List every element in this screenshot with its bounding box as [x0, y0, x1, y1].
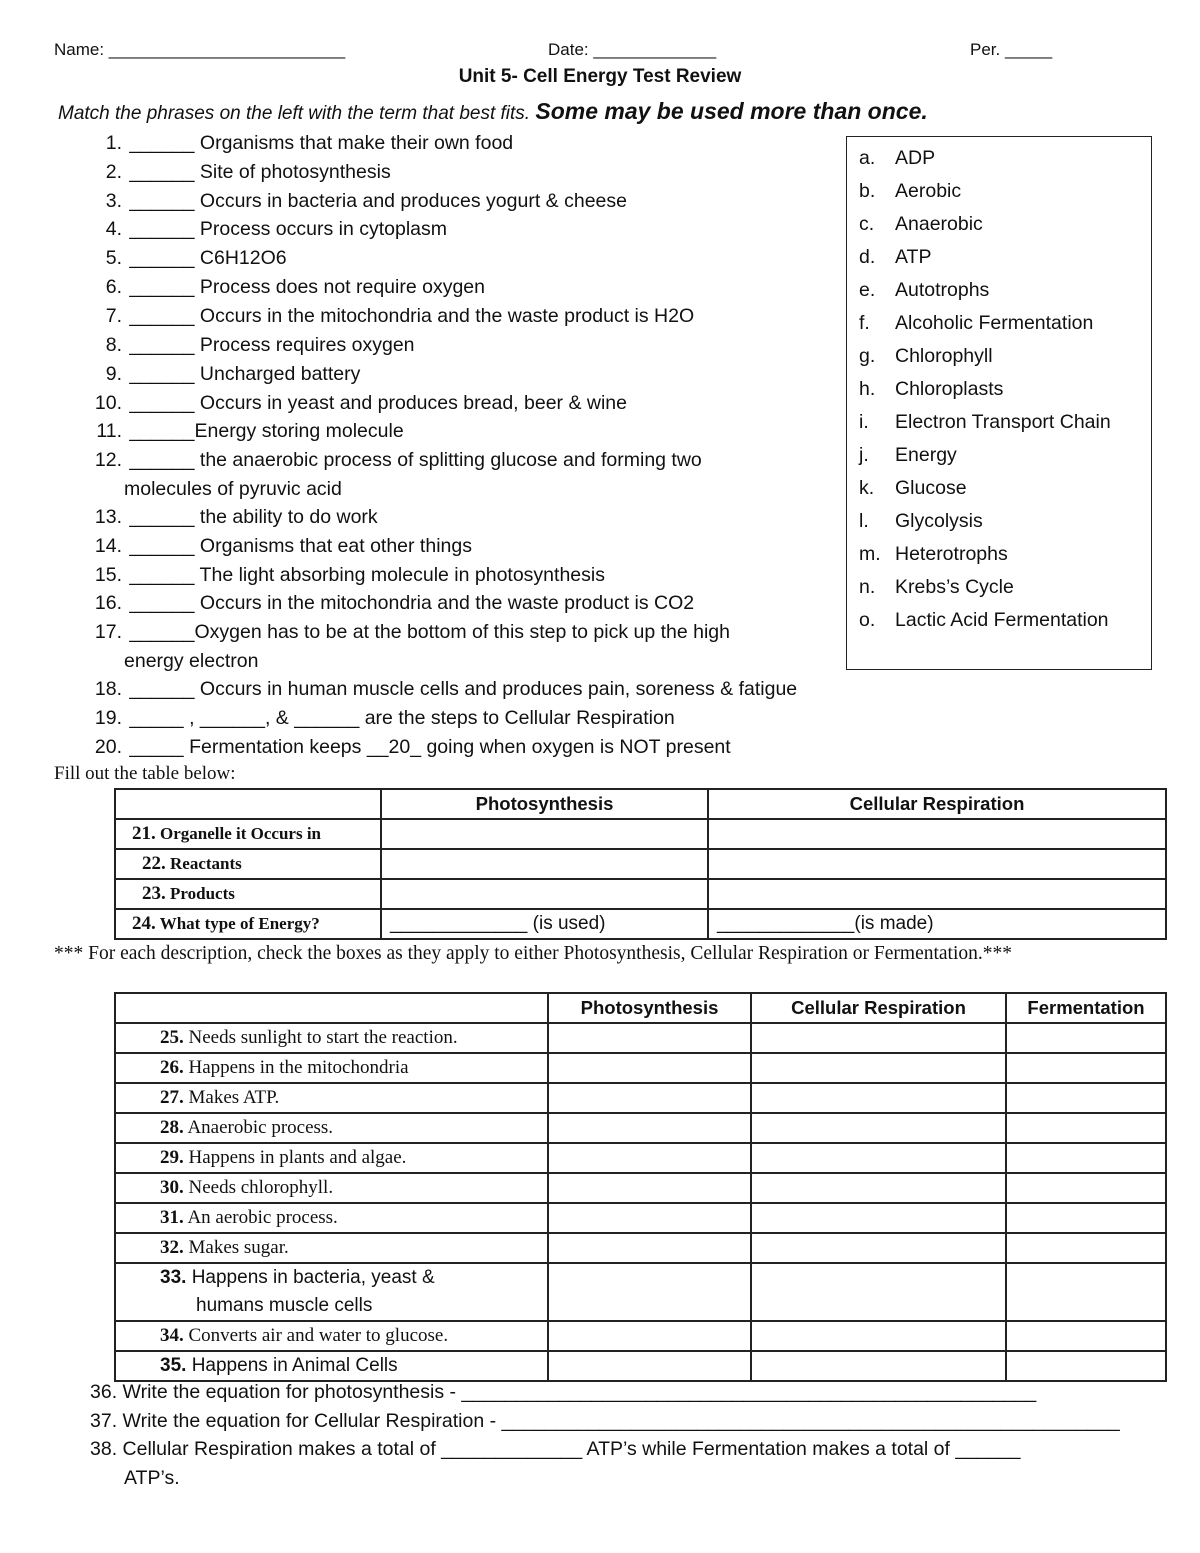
question-text: ______ Occurs in human muscle cells and produces pain, soreness & fatigue [129, 678, 798, 700]
term-bank [846, 136, 1152, 670]
term-item [859, 147, 935, 170]
term-letter: k. [859, 477, 875, 499]
term-letter: f. [859, 312, 870, 334]
question-number: 6. [105, 276, 122, 298]
question-text: ______Oxygen has to be at the bottom of this step to pick up the high [129, 621, 730, 643]
question-20[interactable] [78, 733, 731, 762]
checkbox-cell[interactable] [548, 1263, 751, 1321]
term-text: Chlorophyll [895, 345, 993, 367]
row-number: 29. [160, 1147, 184, 1168]
table-header-cell [115, 789, 381, 819]
question-text: _____ Fermentation keeps __20_ going when oxygen is NOT present [129, 736, 731, 758]
row-label [115, 1053, 548, 1083]
checkbox-cell[interactable] [751, 1143, 1006, 1173]
question-7[interactable] [78, 302, 694, 331]
row-text: Organelle it Occurs in [160, 824, 322, 843]
table-row [115, 879, 1166, 909]
term-letter: l. [859, 510, 869, 532]
term-letter: e. [859, 279, 876, 301]
table-row [115, 1233, 1166, 1263]
row-label [115, 1023, 548, 1053]
question-number: 18. [94, 678, 122, 700]
checkbox-cell[interactable] [1006, 1173, 1166, 1203]
table-row [115, 1113, 1166, 1143]
term-item [859, 180, 961, 203]
question-text: ______ Organisms that make their own food [129, 132, 514, 154]
question-text: ______ Organisms that eat other things [129, 535, 472, 557]
row-text: Converts air and water to glucose. [188, 1325, 449, 1346]
table-row [115, 1173, 1166, 1203]
question-number: 19. [94, 707, 122, 729]
table2-intro: *** For each description, check the boxes as they apply to either Photosynthesis, Cellular Respiration or Fermentation.*** [54, 943, 1013, 964]
checkbox-cell[interactable] [548, 1233, 751, 1263]
row-label [115, 819, 381, 849]
term-text: Energy [895, 444, 957, 466]
answer-cell[interactable] [708, 849, 1166, 879]
table-header-cell: Photosynthesis [548, 993, 751, 1023]
row-label [115, 1321, 548, 1351]
question-number: 16. [94, 592, 122, 614]
question-2[interactable] [78, 158, 391, 187]
instructions-text: Match the phrases on the left with the term that best fits. [58, 103, 531, 124]
question-number: 5. [105, 247, 122, 269]
question-1[interactable] [78, 129, 513, 158]
term-text: Alcoholic Fermentation [895, 312, 1094, 334]
checkbox-cell[interactable] [751, 1083, 1006, 1113]
question-number: 37. [90, 1410, 118, 1432]
term-item [859, 213, 983, 236]
row-label [115, 1263, 548, 1321]
checkbox-cell[interactable] [548, 1173, 751, 1203]
question-text: ______ Process requires oxygen [129, 334, 415, 356]
row-text: Products [170, 884, 235, 903]
instructions-emphasis: Some may be used more than once. [535, 98, 928, 124]
row-label [115, 909, 381, 939]
row-label [115, 1083, 548, 1113]
question-text: ______ Occurs in yeast and produces bread, beer & wine [129, 392, 627, 414]
question-number: 13. [94, 506, 122, 528]
checkbox-cell[interactable] [1006, 1023, 1166, 1053]
question-number: 1. [105, 132, 122, 154]
term-text: Electron Transport Chain [895, 411, 1111, 433]
table-row [115, 849, 1166, 879]
term-text: Anaerobic [895, 213, 983, 235]
answer-cell[interactable] [381, 849, 708, 879]
question-12-continued: molecules of pyruvic acid [124, 478, 342, 500]
question-text: Write the equation for Cellular Respiration - _________________________________________________________ [122, 1410, 1120, 1432]
question-text: ______ Occurs in bacteria and produces yogurt & cheese [129, 190, 627, 212]
term-letter: j. [859, 444, 869, 466]
question-18[interactable] [78, 675, 797, 704]
row-text-continued: humans muscle cells [196, 1295, 373, 1316]
name-field[interactable]: Name: _________________________ [54, 40, 346, 59]
row-label [115, 879, 381, 909]
term-text: ATP [895, 246, 932, 268]
question-text: ______ Occurs in the mitochondria and the waste product is CO2 [129, 592, 695, 614]
answer-cell[interactable]: _____________(is made) [708, 909, 1166, 939]
term-letter: a. [859, 147, 876, 169]
question-text: ______ the anaerobic process of splitting glucose and forming two [129, 449, 702, 471]
row-text: Makes sugar. [188, 1237, 289, 1258]
term-text: Chloroplasts [895, 378, 1004, 400]
question-number: 11. [96, 420, 122, 442]
table-header-row [115, 993, 1166, 1023]
checkbox-cell[interactable] [751, 1203, 1006, 1233]
table-row [115, 1053, 1166, 1083]
answer-cell[interactable] [381, 819, 708, 849]
question-38-continued: ATP’s. [124, 1467, 180, 1489]
date-field[interactable]: Date: _____________ [548, 40, 717, 59]
checkbox-cell[interactable] [751, 1023, 1006, 1053]
term-item [859, 345, 993, 368]
checkbox-cell[interactable] [1006, 1233, 1166, 1263]
question-text: ______ The light absorbing molecule in photosynthesis [129, 564, 605, 586]
term-item [859, 279, 989, 302]
term-text: Glucose [895, 477, 967, 499]
checkbox-cell[interactable] [548, 1083, 751, 1113]
photosynthesis-respiration-table [114, 788, 1167, 940]
question-number: 15. [94, 564, 122, 586]
process-checkbox-table [114, 992, 1167, 1382]
table-header-row [115, 789, 1166, 819]
checkbox-cell[interactable] [1006, 1203, 1166, 1233]
table-row [115, 1143, 1166, 1173]
question-text: ______ Process occurs in cytoplasm [129, 218, 447, 240]
question-8[interactable] [78, 331, 415, 360]
question-text: ______ Uncharged battery [129, 363, 361, 385]
term-item [859, 477, 967, 500]
question-text: Cellular Respiration makes a total of _____________ ATP’s while Fermentation makes a total of ______ [122, 1438, 1021, 1460]
term-letter: c. [859, 213, 875, 235]
row-text: Happens in the mitochondria [188, 1057, 409, 1078]
row-text: An aerobic process. [187, 1207, 338, 1228]
question-10[interactable] [78, 389, 627, 418]
row-label [115, 849, 381, 879]
checkbox-cell[interactable] [1006, 1113, 1166, 1143]
row-text: Needs sunlight to start the reaction. [188, 1027, 458, 1048]
row-text: Makes ATP. [188, 1087, 280, 1108]
row-text: Needs chlorophyll. [188, 1177, 334, 1198]
table-row [115, 1351, 1166, 1381]
term-letter: h. [859, 378, 876, 400]
term-text: ADP [895, 147, 936, 169]
question-text: ______Energy storing molecule [129, 420, 404, 442]
checkbox-cell[interactable] [1006, 1143, 1166, 1173]
question-9[interactable] [78, 360, 360, 389]
answer-cell[interactable] [381, 879, 708, 909]
term-item [859, 246, 931, 269]
checkbox-cell[interactable] [1006, 1083, 1166, 1113]
row-text: Happens in Animal Cells [191, 1355, 398, 1376]
term-item [859, 609, 1109, 632]
table1-intro: Fill out the table below: [54, 763, 236, 784]
table-row [115, 1023, 1166, 1053]
row-number: 22. [142, 853, 166, 874]
term-letter: d. [859, 246, 876, 268]
question-number: 36. [90, 1381, 118, 1403]
row-text: Anaerobic process. [187, 1117, 334, 1138]
question-17[interactable] [78, 618, 730, 647]
term-text: Krebs’s Cycle [895, 576, 1014, 598]
question-38[interactable] [90, 1438, 1020, 1461]
row-label [115, 1143, 548, 1173]
term-letter: b. [859, 180, 876, 202]
term-item [859, 378, 1003, 401]
question-14[interactable] [78, 532, 472, 561]
question-number: 4. [105, 218, 122, 240]
checkbox-cell[interactable] [548, 1053, 751, 1083]
table-row [115, 1263, 1166, 1321]
question-6[interactable] [78, 273, 485, 302]
term-text: Aerobic [895, 180, 962, 202]
question-text: ______ the ability to do work [129, 506, 378, 528]
checkbox-cell[interactable] [1006, 1351, 1166, 1381]
row-label [115, 1173, 548, 1203]
table-header-cell: Fermentation [1006, 993, 1166, 1023]
question-number: 17. [94, 621, 122, 643]
checkbox-cell[interactable] [751, 1321, 1006, 1351]
question-3[interactable] [78, 187, 627, 216]
question-number: 2. [105, 161, 122, 183]
table-header-cell [115, 993, 548, 1023]
row-number: 26. [160, 1057, 184, 1078]
term-letter: i. [859, 411, 869, 433]
checkbox-cell[interactable] [548, 1203, 751, 1233]
table-row [115, 909, 1166, 939]
term-item [859, 411, 1111, 434]
row-number: 35. [160, 1355, 187, 1376]
question-text: ______ Site of photosynthesis [129, 161, 391, 183]
term-text: Autotrophs [895, 279, 990, 301]
question-text: ______ Process does not require oxygen [129, 276, 485, 298]
row-label [115, 1203, 548, 1233]
period-field[interactable]: Per. _____ [970, 40, 1053, 59]
row-label [115, 1233, 548, 1263]
question-17-continued: energy electron [124, 650, 259, 672]
term-letter: m. [859, 543, 881, 565]
term-item [859, 444, 957, 467]
question-4[interactable] [78, 215, 447, 244]
checkbox-cell[interactable] [751, 1173, 1006, 1203]
row-number: 23. [142, 883, 166, 904]
term-item [859, 510, 983, 533]
checkbox-cell[interactable] [548, 1321, 751, 1351]
checkbox-cell[interactable] [548, 1113, 751, 1143]
table-header-cell: Cellular Respiration [708, 789, 1166, 819]
row-label [115, 1113, 548, 1143]
page-title: Unit 5- Cell Energy Test Review [458, 66, 742, 87]
checkbox-cell[interactable] [1006, 1053, 1166, 1083]
checkbox-cell[interactable] [751, 1263, 1006, 1321]
question-text: ______ C6H12O6 [129, 247, 287, 269]
checkbox-cell[interactable] [751, 1351, 1006, 1381]
question-12[interactable] [78, 446, 702, 475]
term-item [859, 543, 1008, 566]
question-number: 8. [105, 334, 122, 356]
row-number: 21. [132, 823, 156, 844]
question-number: 12. [94, 449, 122, 471]
question-number: 14. [94, 535, 122, 557]
checkbox-cell[interactable] [548, 1143, 751, 1173]
question-text: ______ Occurs in the mitochondria and the waste product is H2O [129, 305, 695, 327]
term-text: Lactic Acid Fermentation [895, 609, 1109, 631]
question-13[interactable] [78, 503, 378, 532]
question-number: 3. [105, 190, 122, 212]
term-text: Glycolysis [895, 510, 983, 532]
question-15[interactable] [78, 561, 605, 590]
row-text: Happens in bacteria, yeast & [191, 1267, 435, 1288]
answer-cell[interactable]: _____________ (is used) [381, 909, 708, 939]
row-number: 32. [160, 1237, 184, 1258]
checkbox-cell[interactable] [751, 1233, 1006, 1263]
instructions [58, 98, 928, 125]
question-number: 20. [94, 736, 122, 758]
row-label [115, 1351, 548, 1381]
table-row [115, 1321, 1166, 1351]
table-row [115, 1083, 1166, 1113]
checkbox-cell[interactable] [548, 1023, 751, 1053]
checkbox-cell[interactable] [1006, 1321, 1166, 1351]
row-number: 34. [160, 1325, 184, 1346]
answer-cell[interactable] [708, 879, 1166, 909]
answer-cell[interactable] [708, 819, 1166, 849]
table-header-cell: Photosynthesis [381, 789, 708, 819]
row-number: 27. [160, 1087, 184, 1108]
question-19[interactable] [78, 704, 675, 733]
table-row [115, 1203, 1166, 1233]
row-text: Reactants [170, 854, 242, 873]
question-5[interactable] [78, 244, 287, 273]
table-row [115, 819, 1166, 849]
term-letter: o. [859, 609, 876, 631]
row-number: 31. [160, 1207, 184, 1228]
question-number: 7. [105, 305, 122, 327]
row-number: 24. [132, 913, 156, 934]
row-text: Happens in plants and algae. [188, 1147, 407, 1168]
checkbox-cell[interactable] [751, 1053, 1006, 1083]
checkbox-cell[interactable] [1006, 1263, 1166, 1321]
checkbox-cell[interactable] [548, 1351, 751, 1381]
question-37[interactable] [90, 1410, 1120, 1433]
question-text: _____ , ______, & ______ are the steps to Cellular Respiration [129, 707, 675, 729]
question-number: 38. [90, 1438, 118, 1460]
row-number: 25. [160, 1027, 184, 1048]
term-item [859, 312, 1093, 335]
question-36[interactable] [90, 1381, 1036, 1404]
question-16[interactable] [78, 589, 694, 618]
question-text: Write the equation for photosynthesis - _____________________________________________________ [117, 1381, 1037, 1403]
row-number: 30. [160, 1177, 184, 1198]
term-text: Heterotrophs [895, 543, 1008, 565]
row-text: What type of Energy? [159, 914, 320, 933]
question-number: 10. [94, 392, 122, 414]
table-header-cell: Cellular Respiration [751, 993, 1006, 1023]
question-number: 9. [105, 363, 122, 385]
checkbox-cell[interactable] [751, 1113, 1006, 1143]
term-letter: n. [859, 576, 876, 598]
question-11[interactable] [78, 417, 404, 446]
term-letter: g. [859, 345, 876, 367]
row-number: 33. [160, 1267, 187, 1288]
row-number: 28. [160, 1117, 184, 1138]
term-item [859, 576, 1014, 599]
